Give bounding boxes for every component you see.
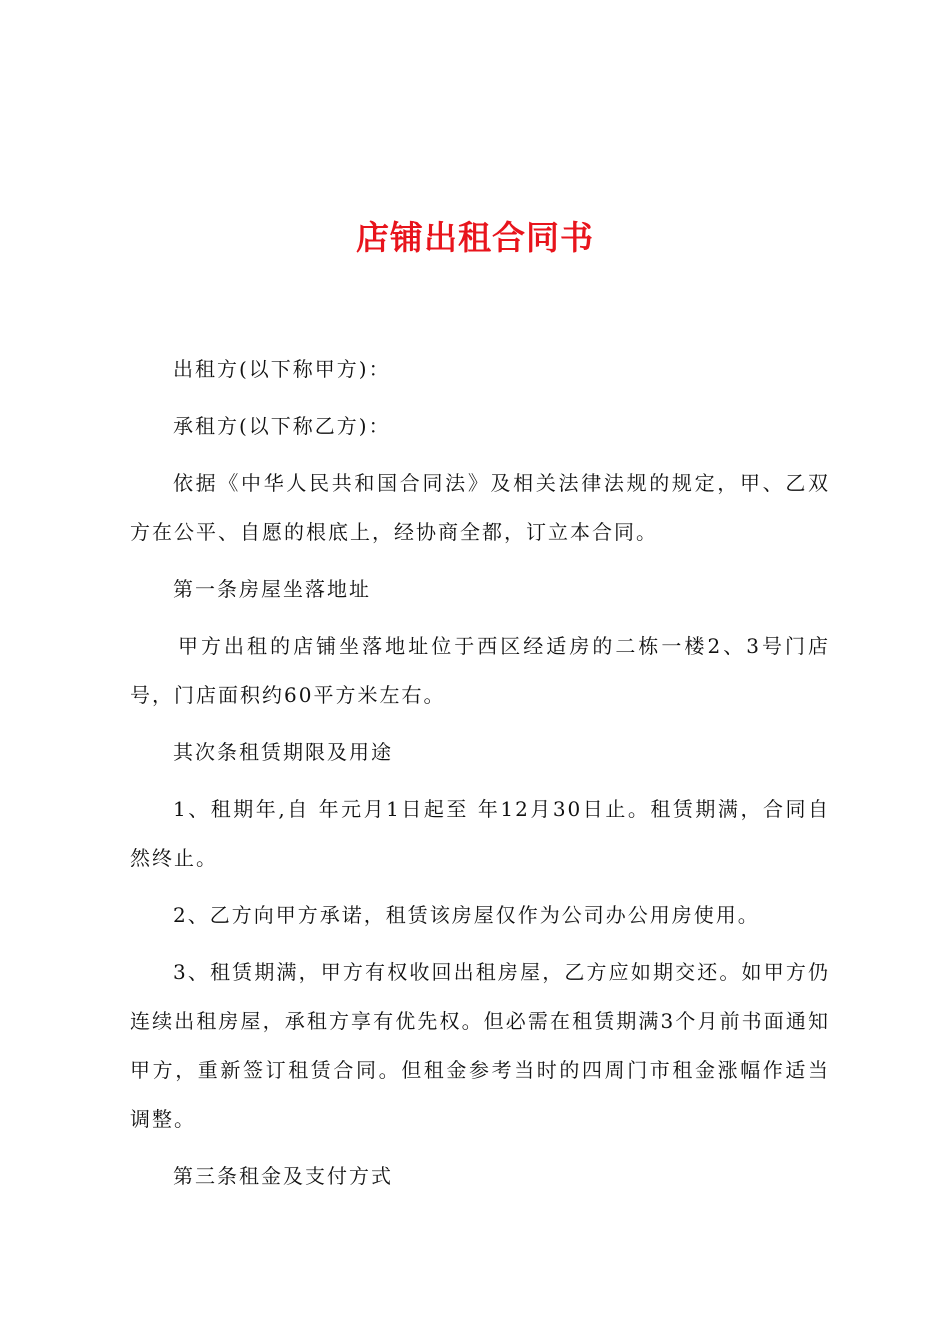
article-2-clause-2: 2、乙方向甲方承诺，租赁该房屋仅作为公司办公用房使用。	[173, 903, 760, 927]
document-title: 店铺出租合同书	[356, 218, 594, 257]
party-b-line: 承租方(以下称乙方)：	[173, 414, 391, 438]
article-2-heading: 其次条租赁期限及用途	[173, 740, 393, 764]
article-1-heading: 第一条房屋坐落地址	[173, 577, 371, 601]
article-1-body: 甲方出租的店铺坐落地址位于西区经适房的二栋一楼2、3号门店号，门店面积约60平方米左右。	[130, 634, 830, 707]
article-2-clause-3: 3、租赁期满，甲方有权收回出租房屋，乙方应如期交还。如甲方仍连续出租房屋，承租方享有优先权。但必需在租赁期满3个月前书面通知甲方，重新签订租赁合同。但租金参考当时的四周门市租金涨幅作适当调整。	[130, 960, 830, 1131]
preamble-paragraph: 依据《中华人民共和国合同法》及相关法律法规的规定，甲、乙双方在公平、自愿的根底上，经协商全都，订立本合同。	[130, 471, 830, 544]
article-3-heading: 第三条租金及支付方式	[173, 1164, 393, 1188]
article-2-clause-1: 1、租期年,自 年元月1日起至 年12月30日止。租赁期满，合同自然终止。	[130, 797, 830, 870]
party-a-line: 出租方(以下称甲方)：	[173, 357, 391, 381]
document-body	[130, 345, 830, 1209]
